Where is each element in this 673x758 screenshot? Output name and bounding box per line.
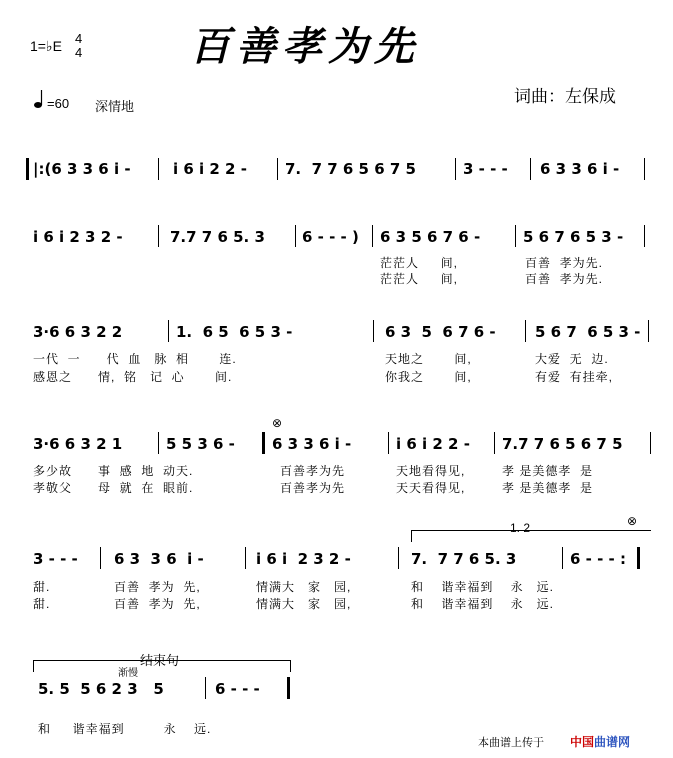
barline	[158, 432, 159, 454]
line2-lyric1-a: 茫茫人 间,	[380, 256, 459, 270]
credit-line: 词曲：左保成	[514, 87, 616, 106]
line1-measure4: 3 - - -	[463, 160, 508, 178]
line5-measure2: 6 3 3 6 i -	[114, 550, 204, 568]
line5-measure5: 6 - - - :	[570, 550, 627, 568]
ending-label: 结束句	[140, 653, 180, 668]
barline	[494, 432, 495, 454]
line2-measure4: 6 3 5 6 7 6 -	[380, 228, 481, 246]
line4-lyric2-c: 天天看得见,	[396, 481, 466, 495]
time-sig-bottom: 4	[75, 45, 83, 60]
line4-measure3: 6 3 3 6 i -	[272, 435, 352, 453]
line5-lyric2-c: 情满大 家 园,	[256, 597, 352, 611]
line5-lyric1-b: 百善 孝为 先,	[114, 580, 201, 594]
line3-measure1: 3·6 6 3 2 2	[33, 323, 123, 341]
line4-measure4: i 6 i 2 2 -	[396, 435, 470, 453]
ending-bracket-left	[33, 660, 34, 672]
volta-bracket-drop	[411, 530, 412, 542]
line1-measure3: 7. 7 7 6 5 6 7 5	[285, 160, 416, 178]
line3-lyric2-b: 你我之 间,	[385, 370, 472, 384]
line4-measure2: 5 5 3 6 -	[166, 435, 235, 453]
line5-measure1: 3 - - -	[33, 550, 78, 568]
line6-lyric: 和 谐幸福到 永 远.	[38, 722, 212, 736]
line5-measure4: 7. 7 7 6 5. 3	[411, 550, 517, 568]
key-signature: 1=♭E	[30, 38, 62, 54]
barline	[373, 320, 374, 342]
line3-lyric1-c: 大爱 无 边.	[535, 352, 609, 366]
barline	[650, 432, 651, 454]
volta-bracket	[411, 530, 651, 531]
coda-icon: ⊗	[627, 514, 638, 528]
line3-lyric1-b: 天地之 间,	[385, 352, 472, 366]
line1-measure5: 6 3 3 6 i -	[540, 160, 620, 178]
barline	[245, 547, 246, 569]
line6-measure1: 5. 5 5 6 2 3 5	[38, 680, 164, 698]
barline	[158, 158, 159, 180]
upload-note: 本曲谱上传于	[478, 737, 544, 749]
barline	[372, 225, 373, 247]
line3-measure4: 5 6 7 6 5 3 -	[535, 323, 641, 341]
repeat-start-bar	[262, 432, 265, 454]
line4-measure5: 7.7 7 6 5 6 7 5	[502, 435, 623, 453]
tempo-marking: =60	[47, 96, 70, 111]
line3-lyric2-a: 感恩之 情, 铭 记 心 间.	[33, 370, 233, 384]
barline	[205, 677, 206, 699]
line2-lyric2-a: 茫茫人 间,	[380, 272, 459, 286]
line2-measure2: 7.7 7 6 5. 3	[170, 228, 265, 246]
line2-measure5: 5 6 7 6 5 3 -	[523, 228, 624, 246]
barline	[398, 547, 399, 569]
barline	[644, 158, 645, 180]
barline	[158, 225, 159, 247]
line4-lyric2-d: 孝 是美德孝 是	[502, 481, 594, 495]
line5-lyric1-d: 和 谐幸福到 永 远.	[411, 580, 555, 594]
barline	[455, 158, 456, 180]
line4-lyric1-c: 天地看得见,	[396, 464, 466, 478]
ending-bracket-right	[290, 660, 291, 672]
line1-measure2: i 6 i 2 2 -	[173, 160, 247, 178]
line4-lyric2-a: 孝敬父 母 就 在 眼前.	[33, 481, 194, 495]
line3-measure2: 1. 6 5 6 5 3 -	[176, 323, 293, 341]
barline	[525, 320, 526, 342]
line1-measure1: |:(6 3 3 6 i -	[33, 160, 131, 178]
line2-lyric2-b: 百善 孝为先.	[525, 272, 604, 286]
line4-lyric1-b: 百善孝为先	[280, 464, 346, 478]
barline	[277, 158, 278, 180]
line4-lyric2-b: 百善孝为先	[280, 481, 346, 495]
barline	[100, 547, 101, 569]
song-title: 百善孝为先	[190, 23, 420, 70]
repeat-start-bar	[26, 158, 29, 180]
line4-lyric1-a: 多少故 事 感 地 动天.	[33, 464, 194, 478]
quarter-note-icon	[33, 88, 45, 110]
barline	[388, 432, 389, 454]
line5-lyric1-a: 甜.	[33, 580, 51, 594]
expression-marking: 深情地	[95, 99, 135, 114]
line2-lyric1-b: 百善 孝为先.	[525, 256, 604, 270]
line3-lyric2-c: 有爱 有挂牵,	[535, 370, 614, 384]
segno-icon: ⊗	[272, 416, 283, 430]
barline	[295, 225, 296, 247]
volta-label: 1. 2	[510, 521, 531, 535]
barline	[515, 225, 516, 247]
line5-lyric1-c: 情满大 家 园,	[256, 580, 352, 594]
repeat-end-bar	[637, 547, 640, 569]
final-bar	[287, 677, 290, 699]
line5-lyric2-a: 甜.	[33, 597, 51, 611]
line2-measure1: i 6 i 2 3 2 -	[33, 228, 123, 246]
ritardando-label: 渐慢	[118, 668, 138, 679]
line2-measure3: 6 - - - )	[302, 228, 359, 246]
line5-measure3: i 6 i 2 3 2 -	[256, 550, 351, 568]
line6-measure2: 6 - - -	[215, 680, 260, 698]
time-signature	[75, 32, 82, 60]
line5-lyric2-d: 和 谐幸福到 永 远.	[411, 597, 555, 611]
site-logo-a: 中国	[570, 735, 595, 749]
line4-measure1: 3·6 6 3 2 1	[33, 435, 123, 453]
line3-lyric1-a: 一代 一 代 血 脉 相 连.	[33, 352, 237, 366]
line5-lyric2-b: 百善 孝为 先,	[114, 597, 201, 611]
barline	[648, 320, 649, 342]
barline	[168, 320, 169, 342]
line4-lyric1-d: 孝 是美德孝 是	[502, 464, 594, 478]
barline	[562, 547, 563, 569]
site-logo	[570, 733, 630, 750]
site-logo-b: 曲谱网	[594, 735, 631, 749]
barline	[530, 158, 531, 180]
time-sig-top: 4	[75, 31, 83, 46]
barline	[644, 225, 645, 247]
line3-measure3: 6 3 5 6 7 6 -	[385, 323, 496, 341]
